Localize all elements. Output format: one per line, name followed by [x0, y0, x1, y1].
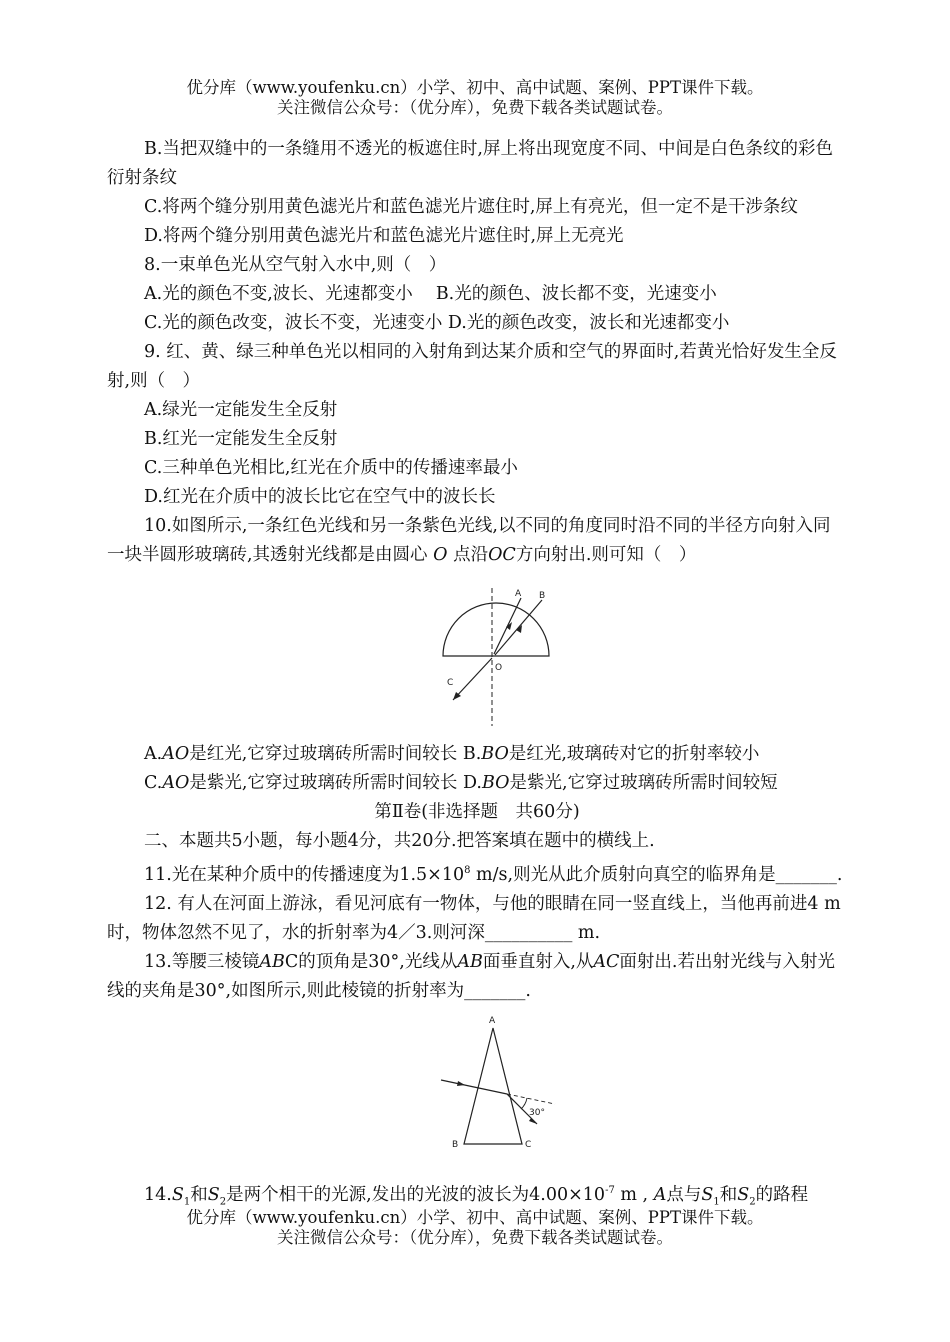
q11-post: m/s,则光从此介质射向真空的临界角是_______. [470, 864, 843, 885]
section-2-intro: 二、本题共5小题，每小题4分，共20分.把答案填在题中的横线上. [144, 831, 655, 851]
q7-option-d: D.将两个缝分别用黄色滤光片和蓝色滤光片遮住时,屏上无亮光 [144, 226, 624, 246]
q13-prism-diagram [107, 1006, 847, 1176]
header-line-1: 优分库（www.youfenku.cn）小学、初中、高中试题、案例、PPT课件下载。 [186, 78, 764, 97]
q8-options-ab: A.光的颜色不变,波长、光速都变小 B.光的颜色、波长都不变，光速变小 [144, 284, 717, 304]
prism-label-a: A [489, 1015, 496, 1026]
q14-end: 的路程 [755, 1184, 809, 1205]
prism-triangle [464, 1028, 522, 1144]
q14-s2-sub: 2 [219, 1196, 227, 1208]
q10-semicircle-diagram [107, 570, 847, 740]
q10-figure [107, 570, 847, 740]
q10-stem [107, 512, 847, 570]
prism-label-c: C [525, 1139, 532, 1150]
q9-option-c: C.三种单色光相比,红光在介质中的传播速率最小 [144, 458, 518, 478]
label-c: C [447, 678, 454, 688]
label-a: A [515, 589, 522, 599]
footer-line-2: 关注微信公众号：（优分库），免费下载各类试题试卷。 [277, 1228, 673, 1247]
q10-point-o: O [433, 545, 448, 565]
q10-opt-a-text: 是红光,它穿过玻璃砖所需时间较长 [189, 744, 458, 764]
ray-c [453, 658, 492, 700]
angle-arc [521, 1098, 527, 1109]
q14-and-2: 和 [719, 1184, 738, 1205]
header-line-2: 关注微信公众号：（优分库），免费下载各类试题试卷。 [277, 98, 673, 117]
q13 [107, 948, 847, 1006]
q14-unit: m , [614, 1184, 649, 1205]
angle-label: 30° [529, 1107, 545, 1118]
q14-s1-sub: 1 [183, 1196, 191, 1208]
q9-option-d: D.红光在介质中的波长比它在空气中的波长长 [144, 487, 496, 507]
q14-mid: 是两个相干的光源,发出的光波的波长为4.00×10 [226, 1184, 606, 1205]
q14-exp: -7 [605, 1184, 615, 1196]
q8-stem: 8.一束单色光从空气射入水中,则（ ） [144, 255, 447, 275]
q14-s2: S [207, 1184, 220, 1205]
q10-stem-part1: 10.如图所示,一条红色光线和另一条紫色光线,以不同的角度同时沿不同的半径方向射入同一块半圆形玻璃砖,其透射光线都是由圆心 [107, 516, 831, 565]
prism-label-b: B [452, 1139, 459, 1150]
q10-stem-part2: 点沿 [453, 545, 489, 565]
q14-s1: S [171, 1184, 184, 1205]
q14-s2b: S [737, 1184, 750, 1205]
q10-opt-c-text: 是紫光,它穿过玻璃砖所需时间较长 [189, 773, 458, 793]
label-o: O [495, 663, 503, 673]
q14-pre: 14. [144, 1184, 172, 1205]
q13-var-ac: AC [593, 951, 620, 972]
q14-tail: 点与 [666, 1184, 702, 1205]
label-b: B [539, 591, 546, 601]
footer-line-1: 优分库（www.youfenku.cn）小学、初中、高中试题、案例、PPT课件下载。 [186, 1208, 764, 1227]
q10-opt-d-var: BO [481, 773, 510, 793]
q8-options-cd: C.光的颜色改变，波长不变，光速变小 D.光的颜色改变，波长和光速都变小 [144, 313, 730, 333]
refracted-arrow [529, 1118, 537, 1124]
q11-exp: 8 [464, 865, 471, 876]
q9-option-a: A.绿光一定能发生全反射 [144, 400, 338, 420]
q14-s1b: S [701, 1184, 714, 1205]
q12: 12. 有人在河面上游泳，看见河底有一物体，与他的眼睛在同一竖直线上，当他再前进4 m时，物体忽然不见了，水的折射率为4／3.则河深__________ m. [107, 893, 841, 943]
q13-part3: 面射出.若出射光线与入射光线的夹角是30°,如图所示,则此棱镜的折射率为_______. [107, 951, 835, 1001]
q10-options-ab [107, 740, 847, 769]
q7-option-c: C.将两个缝分别用黄色滤光片和蓝色滤光片遮住时,屏上有亮光，但一定不是干涉条纹 [144, 197, 798, 217]
q10-opt-b-var: BO [481, 744, 509, 764]
q10-stem-part3: 方向射出.则可知（ ） [515, 545, 697, 565]
q13-var-ab: AB [457, 951, 483, 972]
q10-opt-d-text: 是紫光,它穿过玻璃砖所需时间较短 [509, 773, 778, 793]
q13-part1: 13.等腰三棱镜 [144, 951, 260, 972]
q9-option-b: B.红光一定能发生全反射 [144, 429, 338, 449]
q11 [107, 856, 847, 890]
page-footer [0, 1208, 950, 1248]
q14-and: 和 [190, 1184, 208, 1205]
q10-opt-c-var: AO [162, 773, 190, 793]
page-header [0, 78, 950, 118]
q13-part2: 面垂直射入,从 [482, 951, 594, 972]
q14-point-a: A [653, 1184, 667, 1205]
extension-dashed [507, 1094, 555, 1104]
q13-var-abc: AB [259, 951, 285, 972]
q10-opt-c-prefix: C. [144, 773, 163, 793]
page-content [107, 135, 847, 1216]
q10-opt-a-var: AO [162, 744, 190, 764]
q13-part1b: C的顶角是30°,光线从 [284, 951, 458, 972]
q9-stem: 9. 红、黄、绿三种单色光以相同的入射角到达某介质和空气的界面时,若黄光恰好发生全反射,则（ ） [107, 342, 837, 391]
q11-pre: 11.光在某种介质中的传播速度为1.5×10 [144, 864, 465, 885]
q14-s1b-sub: 1 [713, 1196, 720, 1208]
q10-opt-b-text: 是红光,玻璃砖对它的折射率较小 [508, 744, 760, 764]
q10-opt-a-prefix: A. [144, 744, 163, 764]
q10-options-cd [107, 769, 847, 798]
q13-figure [107, 1006, 847, 1176]
q10-direction-oc: OC [488, 545, 516, 565]
section-2-title: 第Ⅱ卷(非选择题 共60分) [374, 802, 580, 822]
q7-option-b: B.当把双缝中的一条缝用不透光的板遮住时,屏上将出现宽度不同、中间是白色条纹的彩色衍射条纹 [107, 139, 833, 188]
q14-s2b-sub: 2 [749, 1196, 756, 1208]
incident-ray [441, 1080, 507, 1094]
q10-opt-d-prefix: D. [462, 773, 482, 793]
q10-opt-b-prefix: B. [462, 744, 482, 764]
